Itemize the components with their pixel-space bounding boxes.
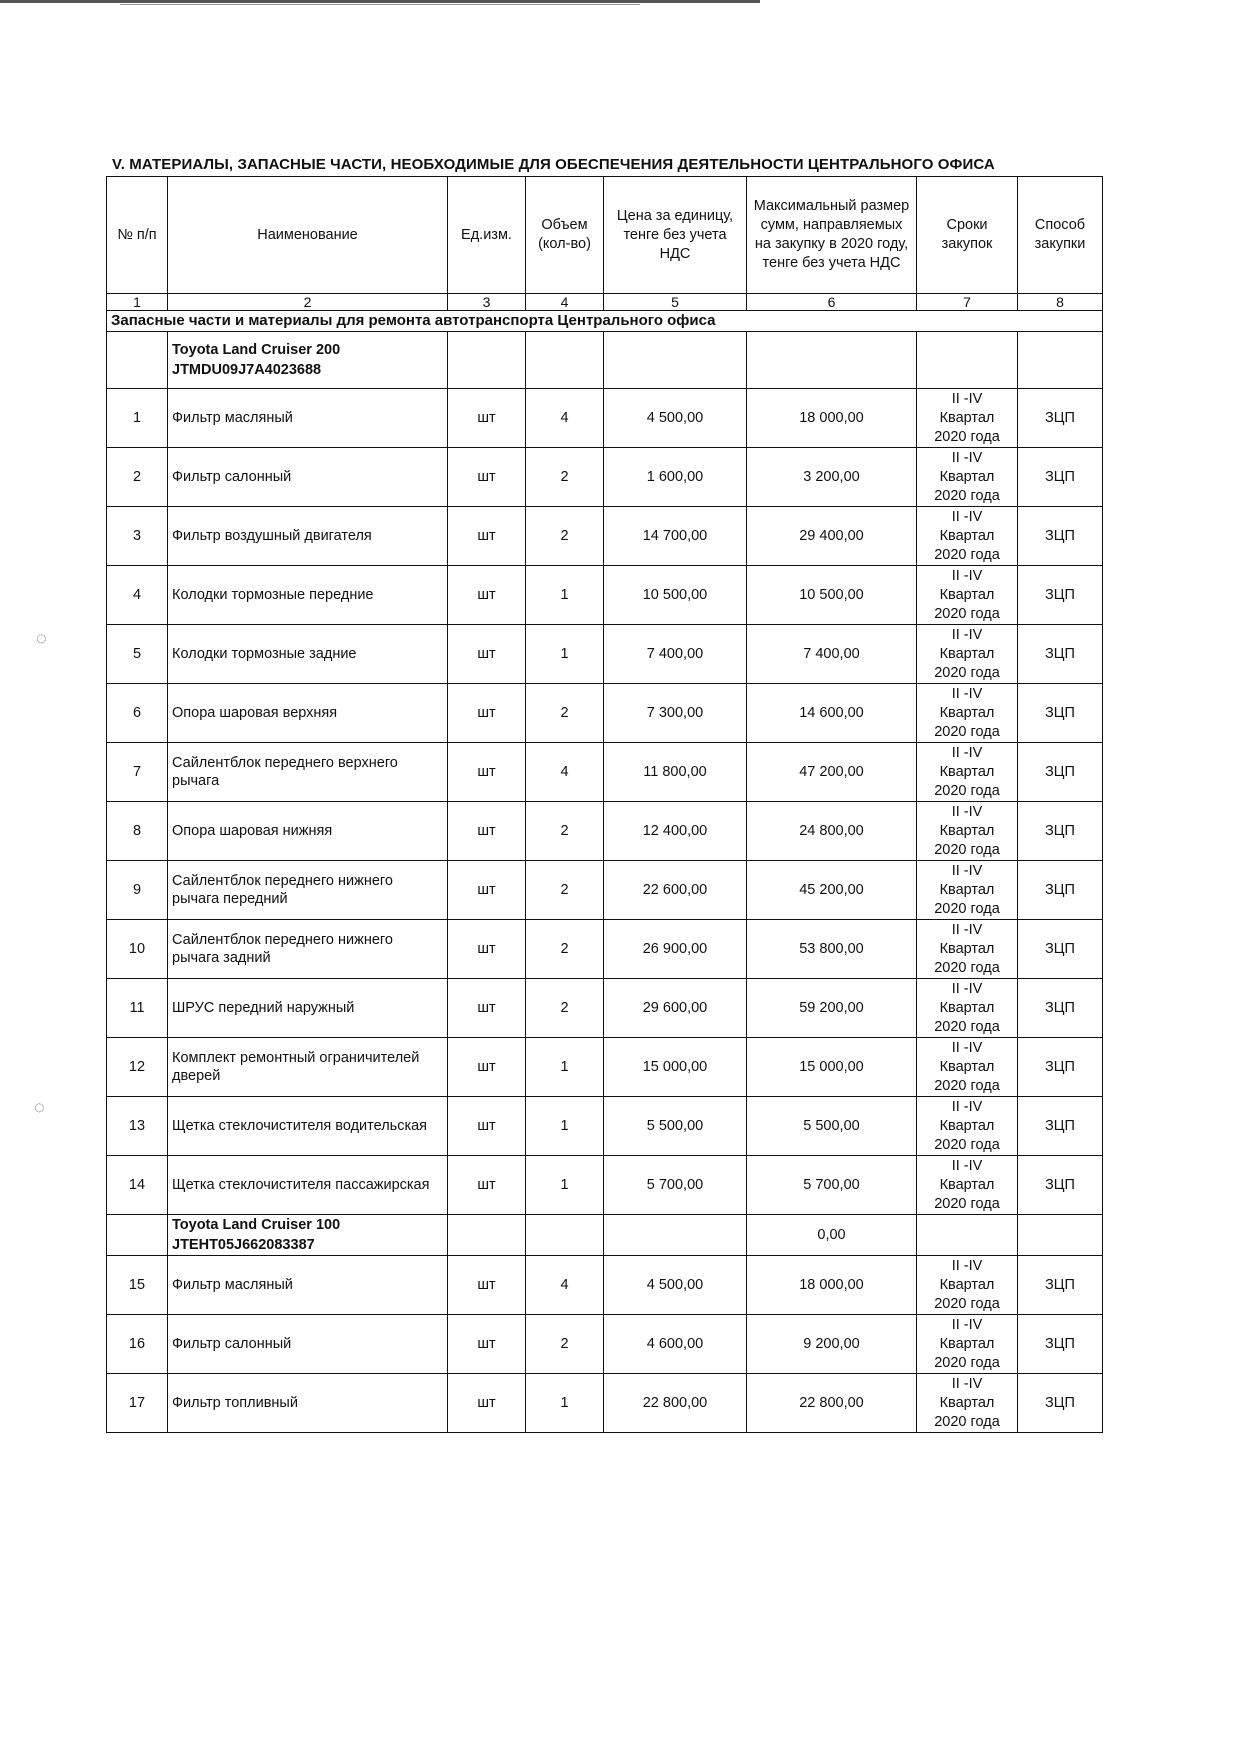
item-sum: 5 700,00 xyxy=(747,1156,917,1215)
item-term xyxy=(917,1156,1018,1215)
item-sum: 24 800,00 xyxy=(747,802,917,861)
item-unit: шт xyxy=(448,389,526,448)
item-unit-price: 4 600,00 xyxy=(604,1315,747,1374)
item-quantity: 2 xyxy=(526,507,604,566)
item-name: Щетка стеклочистителя водительская xyxy=(168,1097,448,1156)
item-quantity: 2 xyxy=(526,684,604,743)
term-line: 2020 года xyxy=(934,605,1000,622)
margin-smudge-icon: ◌ xyxy=(34,1097,45,1117)
item-name: Сайлентблок переднего нижнего рычага задний xyxy=(168,920,448,979)
procurement-table xyxy=(106,176,1103,1433)
item-unit: шт xyxy=(448,1097,526,1156)
item-unit: шт xyxy=(448,448,526,507)
item-method: ЗЦП xyxy=(1018,448,1103,507)
item-unit-price: 5 700,00 xyxy=(604,1156,747,1215)
item-unit: шт xyxy=(448,1256,526,1315)
item-method: ЗЦП xyxy=(1018,625,1103,684)
item-quantity: 2 xyxy=(526,802,604,861)
term-line: Квартал xyxy=(939,999,995,1016)
term-line: Квартал xyxy=(939,940,995,957)
item-unit-price: 22 800,00 xyxy=(604,1374,747,1433)
item-sum: 29 400,00 xyxy=(747,507,917,566)
term-line: II -IV xyxy=(951,626,983,643)
term-line: Квартал xyxy=(939,1117,995,1134)
row-number: 8 xyxy=(107,802,168,861)
item-method: ЗЦП xyxy=(1018,507,1103,566)
item-unit-price: 7 300,00 xyxy=(604,684,747,743)
term-line: 2020 года xyxy=(934,959,1000,976)
term-line: II -IV xyxy=(951,1039,983,1056)
item-quantity: 4 xyxy=(526,389,604,448)
item-quantity: 2 xyxy=(526,979,604,1038)
term-line: Квартал xyxy=(939,1176,995,1193)
row-number: 5 xyxy=(107,625,168,684)
term-line: II -IV xyxy=(951,1375,983,1392)
item-quantity: 1 xyxy=(526,1156,604,1215)
term-line: II -IV xyxy=(951,921,983,938)
item-sum: 7 400,00 xyxy=(747,625,917,684)
item-name: Фильтр масляный xyxy=(168,1256,448,1315)
term-line: 2020 года xyxy=(934,664,1000,681)
document-title: V. МАТЕРИАЛЫ, ЗАПАСНЫЕ ЧАСТИ, НЕОБХОДИМЫЕ ДЛЯ ОБЕСПЕЧЕНИЯ ДЕЯТЕЛЬНОСТИ ЦЕНТРАЛЬНОГО ОФИСА xyxy=(112,156,995,173)
term-line: 2020 года xyxy=(934,723,1000,740)
vehicle-sum: 0,00 xyxy=(747,1215,917,1256)
term-line: Квартал xyxy=(939,1276,995,1293)
item-sum: 3 200,00 xyxy=(747,448,917,507)
table-row xyxy=(107,861,1103,920)
term-line: Квартал xyxy=(939,1058,995,1075)
term-line: Квартал xyxy=(939,527,995,544)
vehicle-name: Toyota Land Cruiser 100 xyxy=(172,1217,341,1233)
table-row xyxy=(107,389,1103,448)
header-terms: Сроки закупок xyxy=(917,177,1018,294)
term-line: 2020 года xyxy=(934,1136,1000,1153)
item-quantity: 2 xyxy=(526,861,604,920)
item-quantity: 1 xyxy=(526,625,604,684)
table-row xyxy=(107,1374,1103,1433)
item-unit-price: 7 400,00 xyxy=(604,625,747,684)
row-number: 10 xyxy=(107,920,168,979)
item-name: Щетка стеклочистителя пассажирская xyxy=(168,1156,448,1215)
item-unit: шт xyxy=(448,566,526,625)
term-line: 2020 года xyxy=(934,1413,1000,1430)
row-number: 17 xyxy=(107,1374,168,1433)
item-unit-price: 10 500,00 xyxy=(604,566,747,625)
scan-edge-mark-thin xyxy=(120,4,640,5)
item-term xyxy=(917,625,1018,684)
item-term xyxy=(917,920,1018,979)
header-number: № п/п xyxy=(107,177,168,294)
item-unit: шт xyxy=(448,802,526,861)
item-quantity: 2 xyxy=(526,448,604,507)
item-sum: 59 200,00 xyxy=(747,979,917,1038)
item-method: ЗЦП xyxy=(1018,920,1103,979)
item-method: ЗЦП xyxy=(1018,861,1103,920)
item-name: Комплект ремонтный ограничителей дверей xyxy=(168,1038,448,1097)
term-line: II -IV xyxy=(951,449,983,466)
term-line: Квартал xyxy=(939,409,995,426)
item-name: Колодки тормозные передние xyxy=(168,566,448,625)
item-sum: 47 200,00 xyxy=(747,743,917,802)
item-sum: 5 500,00 xyxy=(747,1097,917,1156)
section-title: Запасные части и материалы для ремонта автотранспорта Центрального офиса xyxy=(107,311,1103,332)
row-number: 6 xyxy=(107,684,168,743)
item-unit-price: 26 900,00 xyxy=(604,920,747,979)
item-unit: шт xyxy=(448,1038,526,1097)
item-unit: шт xyxy=(448,979,526,1038)
item-unit: шт xyxy=(448,1315,526,1374)
item-name: Фильтр воздушный двигателя xyxy=(168,507,448,566)
column-number: 2 xyxy=(168,294,448,311)
term-line: II -IV xyxy=(951,862,983,879)
term-line: 2020 года xyxy=(934,1295,1000,1312)
term-line: 2020 года xyxy=(934,782,1000,799)
item-unit-price: 4 500,00 xyxy=(604,389,747,448)
item-term xyxy=(917,802,1018,861)
term-line: II -IV xyxy=(951,803,983,820)
column-number: 1 xyxy=(107,294,168,311)
column-number: 5 xyxy=(604,294,747,311)
item-term xyxy=(917,389,1018,448)
item-term xyxy=(917,1374,1018,1433)
item-sum: 18 000,00 xyxy=(747,1256,917,1315)
row-number: 14 xyxy=(107,1156,168,1215)
table-row xyxy=(107,979,1103,1038)
header-unit: Ед.изм. xyxy=(448,177,526,294)
item-unit: шт xyxy=(448,861,526,920)
item-quantity: 2 xyxy=(526,1315,604,1374)
item-term xyxy=(917,979,1018,1038)
item-unit-price: 11 800,00 xyxy=(604,743,747,802)
row-number: 1 xyxy=(107,389,168,448)
item-quantity: 1 xyxy=(526,566,604,625)
item-name: ШРУС передний наружный xyxy=(168,979,448,1038)
term-line: II -IV xyxy=(951,1257,983,1274)
item-unit: шт xyxy=(448,1156,526,1215)
item-term xyxy=(917,1256,1018,1315)
header-name: Наименование xyxy=(168,177,448,294)
table-row xyxy=(107,448,1103,507)
item-term xyxy=(917,861,1018,920)
table-row xyxy=(107,566,1103,625)
term-line: II -IV xyxy=(951,390,983,407)
term-line: II -IV xyxy=(951,1316,983,1333)
column-number: 3 xyxy=(448,294,526,311)
table-row xyxy=(107,1038,1103,1097)
item-sum: 10 500,00 xyxy=(747,566,917,625)
item-method: ЗЦП xyxy=(1018,1156,1103,1215)
item-name: Фильтр топливный xyxy=(168,1374,448,1433)
row-number: 11 xyxy=(107,979,168,1038)
vehicle-cell xyxy=(168,1215,448,1256)
term-line: Квартал xyxy=(939,586,995,603)
item-unit-price: 5 500,00 xyxy=(604,1097,747,1156)
term-line: II -IV xyxy=(951,1157,983,1174)
vehicle-row xyxy=(107,1215,1103,1256)
term-line: Квартал xyxy=(939,1394,995,1411)
term-line: 2020 года xyxy=(934,1018,1000,1035)
item-quantity: 1 xyxy=(526,1038,604,1097)
item-sum: 45 200,00 xyxy=(747,861,917,920)
term-line: Квартал xyxy=(939,881,995,898)
term-line: Квартал xyxy=(939,468,995,485)
item-quantity: 1 xyxy=(526,1097,604,1156)
item-sum: 22 800,00 xyxy=(747,1374,917,1433)
term-line: 2020 года xyxy=(934,1077,1000,1094)
table-row xyxy=(107,625,1103,684)
item-sum: 18 000,00 xyxy=(747,389,917,448)
item-name: Сайлентблок переднего нижнего рычага передний xyxy=(168,861,448,920)
row-number: 13 xyxy=(107,1097,168,1156)
term-line: 2020 года xyxy=(934,546,1000,563)
item-quantity: 1 xyxy=(526,1374,604,1433)
item-name: Фильтр салонный xyxy=(168,1315,448,1374)
term-line: II -IV xyxy=(951,567,983,584)
term-line: 2020 года xyxy=(934,841,1000,858)
row-number: 7 xyxy=(107,743,168,802)
header-quantity: Объем (кол-во) xyxy=(526,177,604,294)
item-sum: 15 000,00 xyxy=(747,1038,917,1097)
item-term xyxy=(917,743,1018,802)
item-unit-price: 12 400,00 xyxy=(604,802,747,861)
item-quantity: 4 xyxy=(526,1256,604,1315)
term-line: 2020 года xyxy=(934,428,1000,445)
column-number: 6 xyxy=(747,294,917,311)
table-header-row xyxy=(107,177,1103,294)
term-line: II -IV xyxy=(951,1098,983,1115)
row-number: 4 xyxy=(107,566,168,625)
item-term xyxy=(917,684,1018,743)
table-row xyxy=(107,1156,1103,1215)
item-method: ЗЦП xyxy=(1018,389,1103,448)
item-term xyxy=(917,566,1018,625)
item-unit-price: 22 600,00 xyxy=(604,861,747,920)
item-method: ЗЦП xyxy=(1018,802,1103,861)
item-quantity: 4 xyxy=(526,743,604,802)
row-number: 3 xyxy=(107,507,168,566)
table-row xyxy=(107,684,1103,743)
item-unit-price: 29 600,00 xyxy=(604,979,747,1038)
item-unit: шт xyxy=(448,684,526,743)
vehicle-cell xyxy=(168,332,448,389)
table-row xyxy=(107,1097,1103,1156)
row-number: 16 xyxy=(107,1315,168,1374)
table-row xyxy=(107,802,1103,861)
row-number: 9 xyxy=(107,861,168,920)
scan-edge-mark xyxy=(0,0,760,3)
item-name: Опора шаровая верхняя xyxy=(168,684,448,743)
vehicle-vin: JTEHT05J662083387 xyxy=(172,1237,315,1253)
item-method: ЗЦП xyxy=(1018,1097,1103,1156)
term-line: 2020 года xyxy=(934,1195,1000,1212)
vehicle-vin: JTMDU09J7A4023688 xyxy=(172,362,322,378)
header-max-sum: Максимальный размер сумм, направляемых на закупку в 2020 году, тенге без учета НДС xyxy=(747,177,917,294)
term-line: Квартал xyxy=(939,822,995,839)
margin-smudge-icon: ◌ xyxy=(36,628,47,648)
item-term xyxy=(917,507,1018,566)
item-unit-price: 15 000,00 xyxy=(604,1038,747,1097)
term-line: Квартал xyxy=(939,645,995,662)
term-line: 2020 года xyxy=(934,900,1000,917)
item-method: ЗЦП xyxy=(1018,566,1103,625)
item-term xyxy=(917,1097,1018,1156)
row-number: 2 xyxy=(107,448,168,507)
table-row xyxy=(107,920,1103,979)
item-term xyxy=(917,448,1018,507)
item-unit: шт xyxy=(448,743,526,802)
term-line: Квартал xyxy=(939,704,995,721)
term-line: Квартал xyxy=(939,763,995,780)
item-name: Сайлентблок переднего верхнего рычага xyxy=(168,743,448,802)
column-number: 4 xyxy=(526,294,604,311)
section-row xyxy=(107,311,1103,332)
column-number: 8 xyxy=(1018,294,1103,311)
item-name: Опора шаровая нижняя xyxy=(168,802,448,861)
header-unit-price: Цена за единицу, тенге без учета НДС xyxy=(604,177,747,294)
term-line: II -IV xyxy=(951,980,983,997)
item-unit: шт xyxy=(448,1374,526,1433)
item-method: ЗЦП xyxy=(1018,1374,1103,1433)
table-row xyxy=(107,1256,1103,1315)
item-term xyxy=(917,1315,1018,1374)
item-unit: шт xyxy=(448,507,526,566)
table-row xyxy=(107,507,1103,566)
vehicle-row xyxy=(107,332,1103,389)
table-row xyxy=(107,1315,1103,1374)
item-unit: шт xyxy=(448,625,526,684)
term-line: II -IV xyxy=(951,508,983,525)
term-line: 2020 года xyxy=(934,487,1000,504)
item-method: ЗЦП xyxy=(1018,979,1103,1038)
term-line: II -IV xyxy=(951,744,983,761)
item-name: Колодки тормозные задние xyxy=(168,625,448,684)
term-line: 2020 года xyxy=(934,1354,1000,1371)
item-method: ЗЦП xyxy=(1018,1256,1103,1315)
item-unit: шт xyxy=(448,920,526,979)
row-number: 15 xyxy=(107,1256,168,1315)
term-line: Квартал xyxy=(939,1335,995,1352)
item-sum: 14 600,00 xyxy=(747,684,917,743)
item-unit-price: 14 700,00 xyxy=(604,507,747,566)
column-number: 7 xyxy=(917,294,1018,311)
item-name: Фильтр масляный xyxy=(168,389,448,448)
item-unit-price: 1 600,00 xyxy=(604,448,747,507)
item-name: Фильтр салонный xyxy=(168,448,448,507)
item-method: ЗЦП xyxy=(1018,1315,1103,1374)
item-method: ЗЦП xyxy=(1018,1038,1103,1097)
column-number-row xyxy=(107,294,1103,311)
item-unit-price: 4 500,00 xyxy=(604,1256,747,1315)
item-method: ЗЦП xyxy=(1018,684,1103,743)
row-number: 12 xyxy=(107,1038,168,1097)
item-sum: 9 200,00 xyxy=(747,1315,917,1374)
term-line: II -IV xyxy=(951,685,983,702)
vehicle-name: Toyota Land Cruiser 200 xyxy=(172,342,341,358)
header-method: Способ закупки xyxy=(1018,177,1103,294)
item-term xyxy=(917,1038,1018,1097)
item-sum: 53 800,00 xyxy=(747,920,917,979)
table-row xyxy=(107,743,1103,802)
item-quantity: 2 xyxy=(526,920,604,979)
item-method: ЗЦП xyxy=(1018,743,1103,802)
